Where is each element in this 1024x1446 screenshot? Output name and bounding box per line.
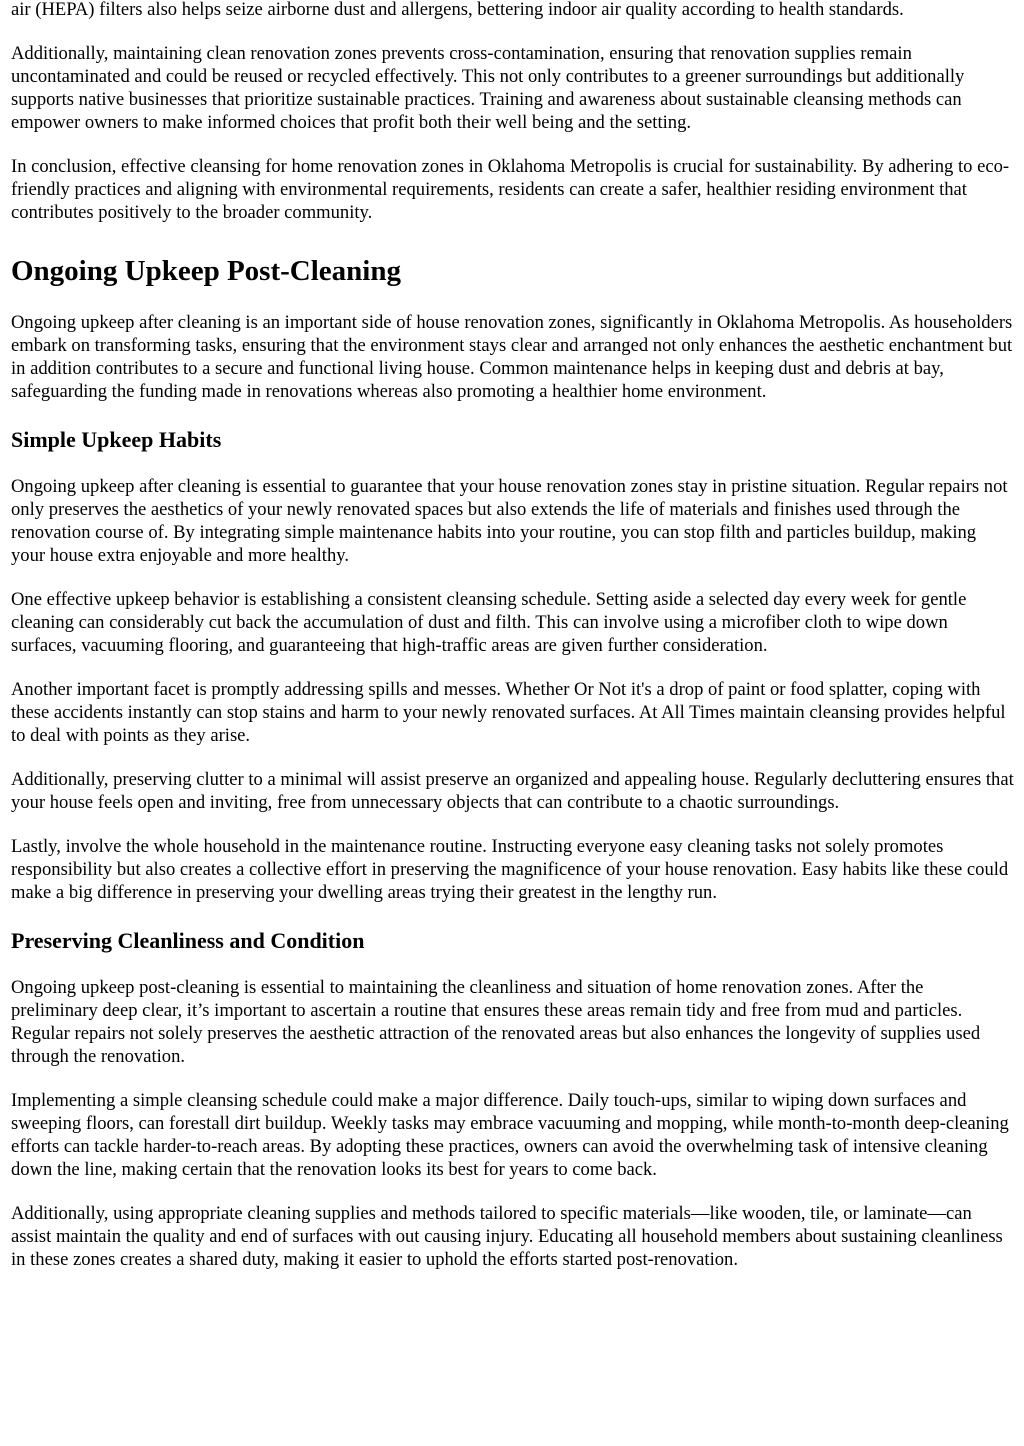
section-paragraph: Ongoing upkeep after cleaning is an important side of house renovation zones, significantly in Oklahoma Metropolis. As householders embark on transforming tasks, ensuring that the environment stays clear and arranged not only enhances the aesthetic enchantment but in addition contributes to a secure and functional living house. Common maintenance helps in keeping dust and debris at bay, safeguarding the funding made in renovations whereas also promoting a healthier home environment. bbox=[11, 312, 1013, 402]
body-paragraph: Implementing a simple cleansing schedule could make a major difference. Daily touch-ups, similar to wiping down surfaces and sweeping floors, can forestall dirt buildup. Weekly tasks may embrace vacuuming and mopping, while month-to-month deep-cleaning efforts can tackle harder-to-reach areas. By adopting these practices, owners can avoid the overwhelming task of intensive cleaning down the line, making certain that the renovation looks its best for years to come back. bbox=[11, 1090, 1009, 1180]
body-paragraph: Lastly, involve the whole household in the maintenance routine. Instructing everyone easy cleaning tasks not solely promotes responsibility but also creates a collective effort in preserving the magnificence of your house renovation. Easy habits like these could make a big difference in preserving your dwelling areas trying their greatest in the lengthy run. bbox=[11, 836, 1009, 903]
body-paragraph: Ongoing upkeep post-cleaning is essential to maintaining the cleanliness and situation of home renovation zones. After the preliminary deep clear, it’s important to ascertain a routine that ensures these areas remain tidy and free from mud and particles. Regular repairs not solely preserves the aesthetic attraction of the renovated areas but also enhances the longevity of supplies used through the renovation. bbox=[11, 977, 981, 1067]
conclusion-paragraph: In conclusion, effective cleansing for home renovation zones in Oklahoma Metropolis is crucial for sustainability. By adhering to eco-friendly practices and aligning with environmental requirements, residents can create a safer, healthier residing environment that contributes positively to the broader community. bbox=[11, 156, 1010, 223]
subsection-heading-upkeep-habits: Simple Upkeep Habits bbox=[11, 427, 222, 452]
subsection-heading-cleanliness: Preserving Cleanliness and Condition bbox=[11, 928, 365, 953]
body-paragraph: Another important facet is promptly addressing spills and messes. Whether Or Not it's a drop of paint or food splatter, coping with these accidents instantly can stop stains and harm to your newly renovated surfaces. At All Times maintain cleansing provides helpful to deal with points as they arise. bbox=[11, 679, 1006, 746]
section-heading: Ongoing Upkeep Post-Cleaning bbox=[11, 255, 401, 287]
body-paragraph: Ongoing upkeep after cleaning is essential to guarantee that your house renovation zones stay in pristine situation. Regular repairs not only preserves the aesthetics of your newly renovated spaces but also extends the life of materials and finishes used through the renovation course of. By integrating simple maintenance habits into your routine, you can stop filth and particles buildup, making your house extra enjoyable and more healthy. bbox=[11, 476, 1008, 566]
intro-fragment: air (HEPA) filters also helps seize airborne dust and allergens, bettering indoor air quality according to health standards. bbox=[11, 0, 904, 20]
body-paragraph: Additionally, preserving clutter to a minimal will assist preserve an organized and appealing house. Regularly decluttering ensures that your house feels open and inviting, free from unnecessary objects that can contribute to a chaotic surroundings. bbox=[11, 769, 1014, 813]
body-paragraph: Additionally, using appropriate cleaning supplies and methods tailored to specific materials—like wooden, tile, or laminate—can assist maintain the quality and end of surfaces with out causing injury. Educating all household members about sustaining cleanliness in these zones creates a shared duty, making it easier to uphold the efforts started post-renovation. bbox=[11, 1203, 1003, 1270]
body-paragraph: One effective upkeep behavior is establishing a consistent cleansing schedule. Setting aside a selected day every week for gentle cleaning can considerably cut back the accumulation of dust and filth. This can involve using a microfiber cloth to wipe down surfaces, vacuuming flooring, and guaranteeing that high-traffic areas are given further consideration. bbox=[11, 589, 967, 656]
intro-paragraph: Additionally, maintaining clean renovation zones prevents cross-contamination, ensuring that renovation supplies remain uncontaminated and could be reused or recycled effectively. This not only contributes to a greener surroundings but additionally supports native businesses that prioritize sustainable practices. Training and awareness about sustainable cleansing methods can empower owners to make informed choices that profit both their well being and the setting. bbox=[11, 43, 965, 133]
